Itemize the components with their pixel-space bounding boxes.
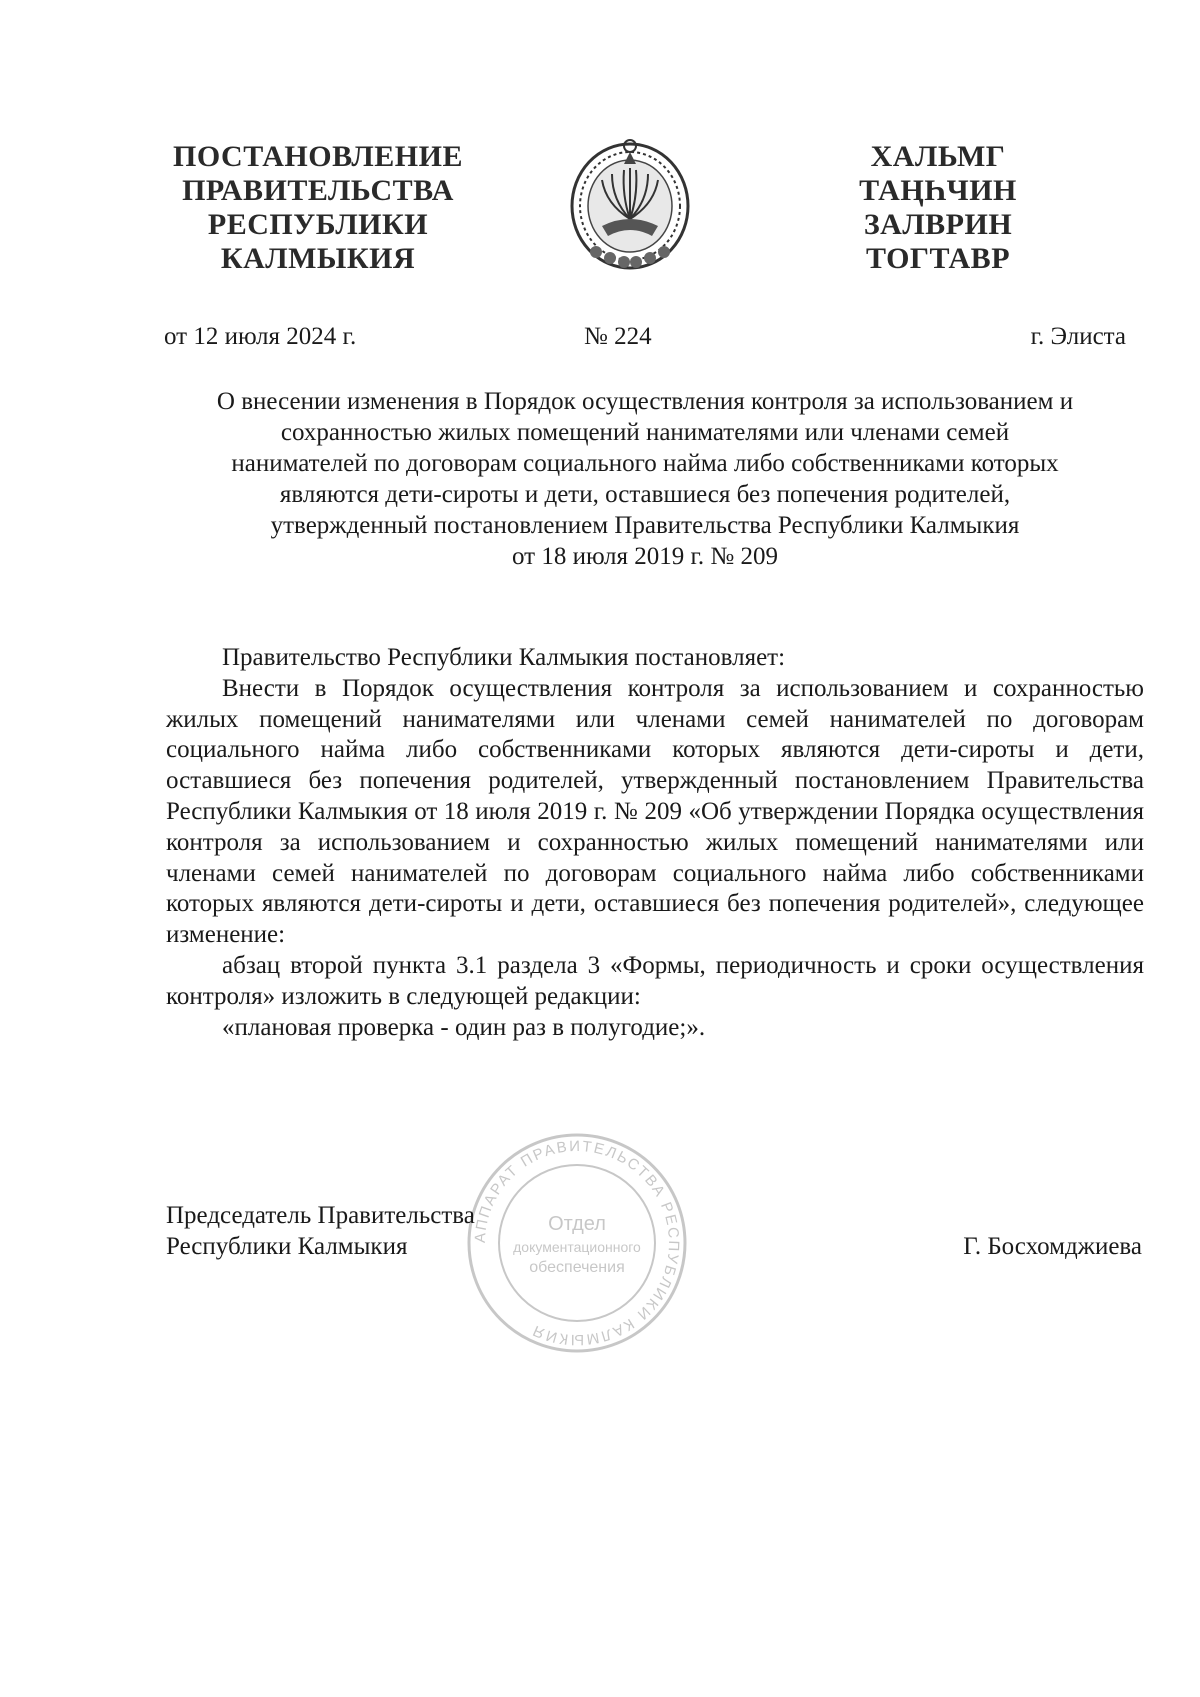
body-paragraph: «плановая проверка - один раз в полугодие;». xyxy=(222,1013,706,1041)
stamp-center-line: документационного xyxy=(513,1239,641,1255)
header-right-line: ТОГТАВР xyxy=(865,242,1011,275)
header-left-line: ПОСТАНОВЛЕНИЕ xyxy=(173,140,463,173)
title-line: утвержденный постановлением Правительства Республики Калмыкия xyxy=(270,512,1020,539)
header-left-line: КАЛМЫКИЯ xyxy=(220,242,416,275)
signatory-name: Г. Босхомджиева xyxy=(963,1233,1142,1260)
kalmykia-emblem-icon xyxy=(566,124,694,274)
header-kalmyk-title xyxy=(838,140,1038,276)
body-paragraph: Внести в Порядок осуществления контроля за использованием и сохранностью жилых помещений нанимателями или членами семей нанимателей по договорам социального найма либо собственниками которых являются дети-сироты и дети, оставшиеся без попечения родителей, утвержденный постановлением Правительства Республики Калмыкия от 18 июля 2019 г. № 209 «Об утверждении Порядка осуществления контроля за использованием и сохранностью жилых помещений нанимателями или членами семей нанимателей по договорам социального найма либо собственниками которых являются дети-сироты и дети, оставшиеся без попечения родителей», следующее изменение: xyxy=(166,674,1144,949)
document-date: от 12 июля 2024 г. xyxy=(164,323,357,350)
title-line: сохранностью жилых помещений нанимателями или членами семей xyxy=(280,419,1010,446)
body-paragraph: Правительство Республики Калмыкия постановляет: xyxy=(222,644,786,671)
header-right-line: ХАЛЬМГ xyxy=(870,140,1006,173)
stamp-center-line: обеспечения xyxy=(529,1259,625,1276)
body-paragraph: абзац второй пункта 3.1 раздела 3 «Формы, периодичность и сроки осуществления контроля» изложить в следующей редакции: xyxy=(166,951,1144,1010)
title-line: О внесении изменения в Порядок осуществления контроля за использованием и xyxy=(216,388,1074,415)
signatory-position-line: Председатель Правительства xyxy=(166,1202,475,1229)
title-line: являются дети-сироты и дети, оставшиеся без попечения родителей, xyxy=(279,481,1011,508)
document-number: № 224 xyxy=(584,323,652,350)
header-right-line: ТАҢҺЧИН xyxy=(859,174,1017,207)
stamp-ring-text: АППАРАТ ПРАВИТЕЛЬСТВА РЕСПУБЛИКИ КАЛМЫКИЯ xyxy=(471,1137,683,1349)
official-seal-stamp xyxy=(462,1128,692,1358)
document-title xyxy=(150,386,1140,572)
document-body xyxy=(166,643,1144,1043)
title-line: нанимателей по договорам социального найма либо собственниками которых xyxy=(231,450,1059,477)
header-russian-title xyxy=(168,140,468,276)
header-left-line: ПРАВИТЕЛЬСТВА xyxy=(182,174,454,207)
signatory-position xyxy=(166,1200,475,1262)
header-right-line: ЗАЛВРИН xyxy=(863,208,1013,241)
stamp-center-line: Отдел xyxy=(548,1213,606,1235)
document-city: г. Элиста xyxy=(1030,323,1126,350)
header-left-line: РЕСПУБЛИКИ xyxy=(207,208,429,241)
signatory-position-line: Республики Калмыкия xyxy=(166,1233,408,1260)
title-line: от 18 июля 2019 г. № 209 xyxy=(511,543,779,570)
